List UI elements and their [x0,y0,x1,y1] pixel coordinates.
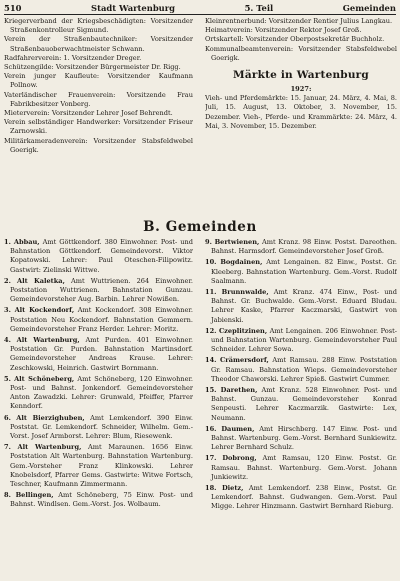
page-header [4,2,396,14]
association-entry: Kleinrentnerbund: Vorsitzender Rentier Julius Langkau. [205,17,393,25]
entry-number: 3. [4,306,11,315]
municipality-entry [205,386,397,423]
entry-text: Amt Kranz. 474 Einw., Post- und Bahnst. Gr. Buchwalde. Gem.-Vorst. Eduard Bludau. Lehrer Kaske, Pfarrer Kaczmarski, Gastwirt von Jabienski. [211,288,397,324]
entry-place: Alt Kaletka, [17,276,65,285]
entry-text: Amt Kockendorf. 308 Einwohner. Poststation Neu Kockendorf. Bahnstation Gemmern. Gemeindevorsteher Franz Herder. Lehrer: Moritz. [10,306,193,333]
page-number: 510 [4,3,22,13]
municipalities-column-right [205,238,397,578]
entry-place: Dietz, [221,484,244,493]
entry-text: Amt Lemkendorf. 238 Einw., Postst. Gr. Lemkendorf. Bahnst. Gudwangen. Gem.-Vorst. Paul Migge. Lehrer Hinzmann. Gastwirt Bernhard Rieburg. [211,484,397,511]
entry-number: 11. [205,288,217,297]
book-title: Stadt Wartenburg [91,3,176,13]
entry-text: Amt Ramsau, 120 Einw. Postst. Gr. Ramsau. Bahnst. Wartenburg. Gem.-Vorst. Johann Junkiewitz. [211,454,397,481]
entry-place: Bogdainen, [220,258,263,267]
municipality-entry [4,336,193,373]
association-entry: Verein junger Kaufleute: Vorsitzender Kaufmann Pollnow. [4,72,193,90]
entry-number: 8. [4,491,11,500]
entry-text: Amt Kranz. 528 Einwohner. Post- und Bahnst. Gunzau. Gemeindevorsteher Konrad Senpeusti. Lehrer Kaczmarzik. Gastwirte: Lex, Neumann. [211,386,397,422]
entry-number: 2. [4,276,11,285]
entry-place: Bertwienen, [214,238,260,246]
entry-place: Abbau, [13,238,40,246]
entry-number: 17. [205,454,217,463]
markets-heading: Märkte in Wartenburg [233,69,369,82]
entry-number: 14. [205,356,217,365]
entry-text: Amt Kranz. 98 Einw. Postst. Dareothen. Bahnst. Harmsdorf. Gemeindevorsteher Josef Groß. [211,238,397,256]
association-entry: Kriegerverband der Kriegsbeschädigten: Vorsitzender Straßenkontrolleur Sigmund. [4,17,193,35]
entry-place: Daumen, [221,424,255,433]
municipality-entry [4,238,193,275]
association-entry: Vaterländischer Frauenverein: Vorsitzende Frau Fabrikbesitzer Vonberg. [4,90,193,108]
section-heading: B. Gemeinden [143,219,257,235]
entry-text: Amt Schöneberg, 120 Einwohner. Post- und Bahnst. Jonkendorf. Gemeindevorsteher Anton Zawadzki. Lehrer: Grunwald, Pfeiffer, Pfarrer Kenndorf. [10,374,193,411]
entry-number: 4. [4,336,11,345]
entry-number: 15. [205,386,217,395]
entry-place: Alt Kockendorf, [14,306,75,315]
entry-number: 1. [4,238,11,246]
entry-text: Amt Purden. 401 Einwohner. Poststation Gr. Purden. Bahnstation Martinsdorf. Gemeindevorsteher Andreas Krause. Lehrer: Zeschkowski, Heinrich. Gastwirt Bornmann. [10,336,193,372]
entry-text: Amt Göttkendorf. 380 Einwohner. Post- und Bahnstation Göttkendorf. Gemeindevorst. Viktor Kopatowski. Lehrer: Paul Oteschen-Filipowitz. Gastwirt: Zielinski Wittwe. [10,238,193,274]
municipality-entry [205,425,397,453]
entry-place: Alt Bierzighuben, [16,413,85,422]
section-name: Gemeinden [342,3,396,13]
associations-column-left [4,17,193,195]
entry-place: Crämersdorf, [220,356,269,365]
entry-number: 6. [4,413,11,422]
association-entry: Verein selbständiger Handwerker: Vorsitzender Friseur Zarnowski. [4,118,193,136]
entry-place: Brunnwalde, [221,288,269,297]
municipalities-column-left [4,238,193,578]
entry-number: 12. [205,326,217,335]
association-entry: Militärkameradenverein: Vorsitzender Stabsfeldwebel Goerigk. [4,136,193,154]
entry-text: Amt Wuttrienen. 264 Einwohner. Poststation Wuttrienen. Bahnstation Gunzau. Gemeindevorsteher Aug. Barbin. Lehrer Nowißen. [10,276,193,304]
associations-column-right [205,17,397,211]
association-entry: Mieterverein: Vorsitzender Lehrer Josef Behrendt. [4,109,173,118]
part-label: 5. Teil [244,3,274,13]
municipality-entry [4,306,193,334]
entry-place: Alt Schöneberg, [14,374,75,383]
municipality-entry [4,414,193,442]
entry-text: Amt Lengainen. 206 Einwohner. Post- und Bahnstation Wartenburg. Gemeindevorsteher Paul Schneider. Lehrer Sowa. [211,326,397,354]
entry-text: Amt Ramsau. 288 Einw. Poststation Gr. Ramsau. Bahnstation Wieps. Gemeindevorsteher Theodor Chaworski. Lehrer Spieß. Gastwirt Cummer. [211,356,397,383]
entry-text: Amt Lemkendorf. 390 Einw. Poststat. Gr. Lemkendorf. Schneider, Wilhelm. Gem.-Vorst. Josef Armborst. Lehrer: Blum, Riesewenk. [10,413,193,441]
municipality-entry [205,288,397,325]
entry-place: Alt Wartenburg, [16,336,80,345]
association-entry: Verein der Straßenbautechniker: Vorsitzender Straßenbauoberwachtmeister Schwann. [4,35,193,53]
association-entry: Radfahrerverein: 1. Vorsitzender Dreger. [4,53,142,62]
entry-number: 16. [205,424,217,433]
markets-year: 1927: [290,85,312,94]
municipality-entry [205,258,397,286]
municipality-entry [205,327,397,355]
entry-number: 7. [4,443,11,452]
municipality-entry [205,356,397,384]
municipality-entry [4,277,193,305]
association-entry: Schützengilde: Vorsitzender Bürgermeister Dr. Rigg. [4,63,181,72]
municipality-entry [4,375,193,412]
municipality-entry [4,491,193,509]
entry-place: Bellingen, [15,491,54,500]
markets-dates: Vieh- und Pferdemärkte: 15. Januar, 24. März, 4. Mai, 8. Juli, 15. August, 13. Oktober, 3. November, 15. Dezember. Vieh-, Pferde- und Krammärkte: 24. März, 4. Mai, 3. November, 15. Dezember. [205,94,397,130]
entry-place: Darethen, [220,386,258,395]
association-entry: Ortskartell: Vorsitzender Oberpostsekretär Buchholz. [205,35,385,44]
entry-text: Amt Lengainen. 82 Einw., Postst. Gr. Kleeberg. Bahnstation Wartenburg. Gem.-Vorst. Rudolf Saalmann. [211,258,397,285]
association-entry: Heimatverein: Vorsitzender Rektor Josef Groß. [205,26,362,35]
municipality-entry [205,484,397,512]
entry-place: Dobrong, [222,454,257,463]
header-rule [4,14,396,15]
entry-place: Czeplitzinen, [218,326,268,335]
entry-place: Alt Wartenburg, [17,443,82,452]
municipality-entry [4,443,193,489]
entry-number: 10. [205,258,217,267]
entry-number: 18. [205,484,217,493]
entry-text: Amt Maraunen. 1656 Einw. Poststation Alt Wartenburg. Bahnstation Wartenburg. Gem.-Vorsteher Franz Klinkowski. Lehrer Knobelsdorf, Pfarrer Gems. Gastwirte: Witwe Fortsch, Teschner, Kaufmann Zimmermann. [10,443,193,489]
entry-number: 9. [205,238,212,246]
association-entry: Kommunalbeamtenverein: Vorsitzender Stabsfeldwebel Goerigk. [205,44,397,62]
municipality-entry [205,454,397,482]
entry-text: Amt Hirschberg. 147 Einw. Post- und Bahnst. Wartenburg. Gem.-Vorst. Bernhard Sunkiewitz. Lehrer Bernhard Schulz. [211,424,397,452]
municipality-entry [205,238,397,256]
entry-number: 5. [4,374,11,383]
entry-text: Amt Schöneberg, 75 Einw. Post- und Bahnst. Windlsen. Gem.-Vorst. Jos. Wolbaum. [10,491,193,509]
